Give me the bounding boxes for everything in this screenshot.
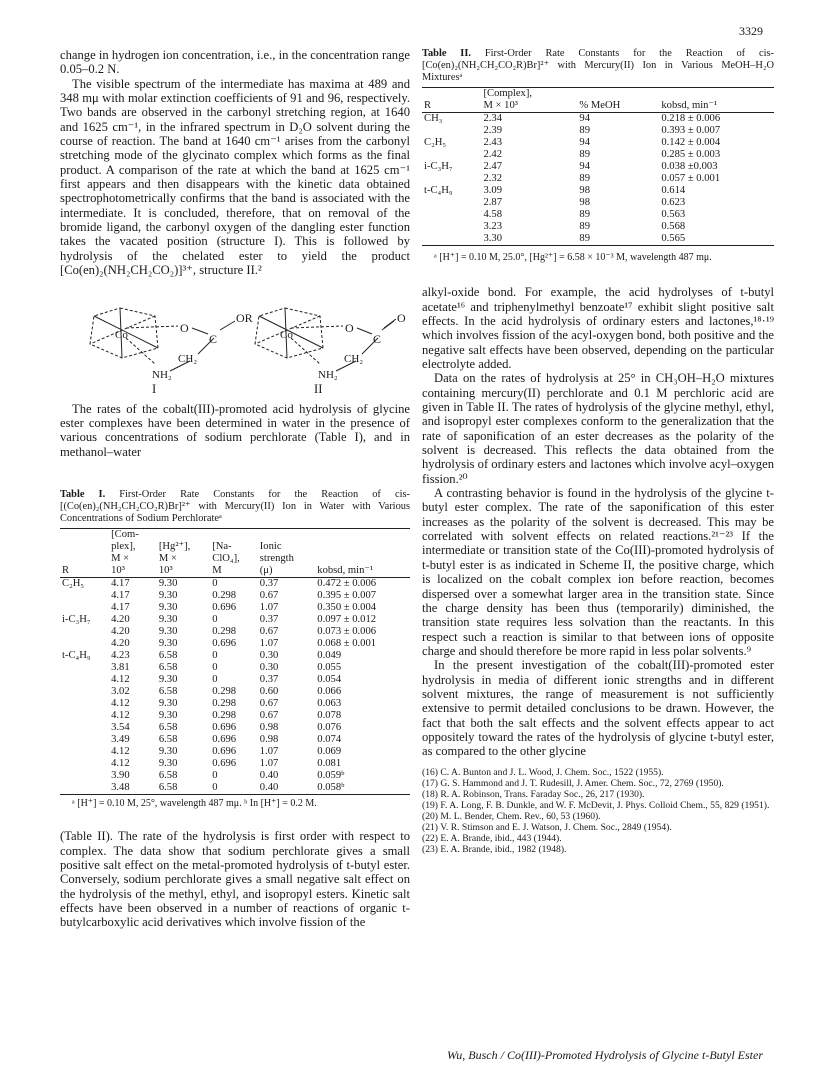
table-cell: 0.057 ± 0.001 xyxy=(661,173,721,184)
table-2-caption-label: Table II. xyxy=(422,48,471,59)
group-CH2: CH₂ xyxy=(178,352,198,365)
table-cell: 2.34 xyxy=(483,113,503,124)
table-cell: 0.67 xyxy=(259,589,279,601)
table-cell: 0.563 xyxy=(661,209,686,220)
table-cell: 2.47 xyxy=(483,161,503,172)
table-cell: 0.142 ± 0.004 xyxy=(661,137,721,148)
table-1-header-cell: [Hg²⁺], M × 10³ xyxy=(158,540,191,576)
references xyxy=(422,767,774,855)
table-row xyxy=(60,758,410,770)
structure-II-label: II xyxy=(314,381,323,396)
table-cell: 0.472 ± 0.006 xyxy=(317,577,377,589)
reference-item: (22) E. A. Brande, ibid., 443 (1944). xyxy=(422,832,562,844)
table-cell: 6.58 xyxy=(158,769,178,781)
table-1-caption-text: First-Order Rate Constants for the Reaction of cis-[(Co(en)₂(NH₂CH₂CO₂R)Br]²⁺ with Mercury(II) Ion in Water with Various Concentrations of Sodium Perchlorateᵃ xyxy=(60,488,410,524)
table-cell: 2.32 xyxy=(483,173,503,184)
table-row xyxy=(60,638,410,650)
table-cell: 0.696 xyxy=(212,757,237,769)
table-cell: 0.30 xyxy=(259,649,279,661)
table-cell: 0.696 xyxy=(212,637,237,649)
table-cell: 0.049 xyxy=(317,649,342,661)
table-cell: 2.42 xyxy=(483,149,503,160)
table-cell: 3.81 xyxy=(111,661,130,673)
table-cell: 2.39 xyxy=(483,125,503,136)
right-column xyxy=(422,48,774,855)
table-cell: 9.30 xyxy=(158,625,178,637)
table-cell xyxy=(60,674,109,686)
table-cell: 0 xyxy=(212,613,218,625)
group-OR: OR xyxy=(236,310,253,325)
page-number: 3329 xyxy=(739,24,763,38)
table-row xyxy=(422,149,774,161)
table-cell: 0 xyxy=(212,649,218,661)
reference-item: (17) G. S. Hammond and J. T. Rudesill, J. Amer. Chem. Soc., 72, 2769 (1950). xyxy=(422,777,724,789)
table-cell: 0.063 xyxy=(317,697,342,709)
table-cell xyxy=(60,638,109,650)
paragraph: Data on the rates of hydrolysis at 25° in CH₃OH–H₂O mixtures containing mercury(II) perchlorate and 0.1 M perchloric acid are given in Table II. The rates of hydrolysis of the glycine methyl, ethyl, and isopropyl ester complexes conform to the generalization that the rate of saponification of an ester decreases as the polarity of the solvent is decreased. This reflects the data obtained from the hydrolysis of ordinary esters and lactones which involve acyl–oxygen fission.²⁰ xyxy=(422,371,774,486)
table-cell xyxy=(60,626,109,638)
reference-item: (18) R. A. Robinson, Trans. Faraday Soc., 26, 217 (1930). xyxy=(422,788,645,800)
table-cell: 0.696 xyxy=(212,721,237,733)
table-row xyxy=(60,686,410,698)
table-cell: 0.40 xyxy=(259,781,279,793)
table-cell: 0.67 xyxy=(259,625,279,637)
table-cell: 3.48 xyxy=(111,781,130,793)
table-cell: 0.696 xyxy=(212,745,237,757)
table-1-caption-label: Table I. xyxy=(60,488,106,500)
table-cell: 0.696 xyxy=(212,733,237,745)
table-cell: 0.097 ± 0.012 xyxy=(317,613,377,625)
table-2-caption-text: First-Order Rate Constants for the Reaction of cis-[Co(en)₂(NH₂CH₂CO₂R)Br]²⁺ with Mercury(II) Ion in Various MeOH–H₂O Mixturesᵃ xyxy=(422,48,774,83)
table-cell: 0.066 xyxy=(317,685,342,697)
table-row xyxy=(60,674,410,686)
table-cell xyxy=(422,209,481,221)
table-2-footnote: ᵃ [H⁺] = 0.10 M, 25.0°, [Hg²⁺] = 6.58 × 10⁻³ M, wavelength 487 mμ. xyxy=(434,252,712,263)
table-cell: 9.30 xyxy=(158,757,178,769)
table-cell: 3.54 xyxy=(111,721,130,733)
table-row xyxy=(60,662,410,674)
table-cell: 3.23 xyxy=(483,221,503,232)
table-cell: 9.30 xyxy=(158,577,178,589)
table-cell: 0.98 xyxy=(259,721,279,733)
table-cell: 4.12 xyxy=(111,697,130,709)
table-cell xyxy=(60,698,109,710)
table-cell: 0.67 xyxy=(259,697,279,709)
atom-O: O xyxy=(180,320,189,335)
table-cell: 9.30 xyxy=(158,745,178,757)
table-row xyxy=(60,782,410,795)
reference-item: (19) F. A. Long, F. B. Dunkle, and W. F. McDevit, J. Phys. Colloid Chem., 55, 829 (1951). xyxy=(422,799,770,811)
table-cell: 4.17 xyxy=(111,601,130,613)
table-row xyxy=(422,125,774,137)
table-cell: 6.58 xyxy=(158,781,178,793)
table-row xyxy=(60,590,410,602)
table-cell: 0.37 xyxy=(259,613,279,625)
reference-item: (20) M. L. Bender, Chem. Rev., 60, 53 (1960). xyxy=(422,810,601,822)
table-cell: CH₃ xyxy=(424,113,443,124)
atom-Co: Co xyxy=(280,328,293,341)
paragraph: (Table II). The rate of the hydrolysis is first order with respect to complex. The data show that sodium perchlorate gives a small positive salt effect on the metal-promoted hydrolysis of t-butyl ester. Conversely, sodium perchlorate gives a small negative salt effect on the hydrolysis of the methyl, ethyl, and isopropyl esters. Kinetic salt effects have been observed in a number of reactions of organic t-butylcarboxylic acid derivatives which involve fission of the xyxy=(60,829,410,930)
table-cell: 0.565 xyxy=(661,233,686,244)
table-cell: 3.09 xyxy=(483,185,503,196)
table-cell: 0.350 ± 0.004 xyxy=(317,601,377,613)
table-cell: 3.49 xyxy=(111,733,130,745)
table-cell: 0.298 xyxy=(212,709,237,721)
table-cell: 0.069 xyxy=(317,745,342,757)
table-cell: 0.055 xyxy=(317,661,342,673)
table-cell xyxy=(60,710,109,722)
table-cell xyxy=(60,590,109,602)
table-cell: 1.07 xyxy=(259,745,279,757)
table-row xyxy=(60,710,410,722)
table-cell: 2.43 xyxy=(483,137,503,148)
table-row xyxy=(422,221,774,233)
table-cell xyxy=(422,125,481,137)
table-cell: 0 xyxy=(212,781,218,793)
table-cell: 9.30 xyxy=(158,613,178,625)
table-2 xyxy=(422,48,774,263)
table-cell: 98 xyxy=(579,197,590,208)
table-1-header-cell: [Na- ClO₄], M xyxy=(212,540,240,576)
table-row xyxy=(422,161,774,173)
table-cell: 89 xyxy=(579,221,590,232)
table-cell: 3.02 xyxy=(111,685,130,697)
table-cell: 89 xyxy=(579,173,590,184)
table-row xyxy=(422,233,774,246)
table-cell xyxy=(60,602,109,614)
atom-Co: Co xyxy=(115,328,128,341)
table-cell: 4.23 xyxy=(111,649,130,661)
table-cell: 0.37 xyxy=(259,577,279,589)
table-cell: t-C₄H₉ xyxy=(62,649,91,661)
table-cell: 4.12 xyxy=(111,709,130,721)
table-row xyxy=(422,113,774,126)
table-cell: 0.054 xyxy=(317,673,342,685)
structure-diagram xyxy=(60,286,410,396)
table-cell xyxy=(422,173,481,185)
table-row xyxy=(60,577,410,590)
table-cell: 0 xyxy=(212,577,218,589)
table-cell: i-C₃H₇ xyxy=(62,613,91,625)
paragraph: In the present investigation of the cobalt(III)-promoted ester hydrolysis in media of different ionic strengths and in different solvent mixtures, the range of measurement is not sufficiently extensive to permit detailed conclusions to be drawn. However, the fact that both the salt effects and the solvent effects appear to act oppositely toward the rates of the hydrolysis of glycine t-butyl ester, as compared to the other glycine xyxy=(422,658,774,759)
running-footer: Wu, Busch / Co(III)-Promoted Hydrolysis of Glycine t-Butyl Ester xyxy=(446,1048,763,1062)
table-row xyxy=(60,650,410,662)
group-NH2: NH₂ xyxy=(318,368,338,381)
table-cell xyxy=(60,746,109,758)
table-cell: 3.90 xyxy=(111,769,130,781)
table-cell: 0.40 xyxy=(259,769,279,781)
table-cell: 6.58 xyxy=(158,685,178,697)
table-cell: 4.20 xyxy=(111,613,130,625)
table-row xyxy=(60,698,410,710)
table-cell: 0.67 xyxy=(259,709,279,721)
table-row xyxy=(422,209,774,221)
table-cell xyxy=(422,197,481,209)
group-NH2: NH₂ xyxy=(152,368,172,381)
table-cell: 9.30 xyxy=(158,589,178,601)
table-cell: 9.30 xyxy=(158,697,178,709)
atom-O: O xyxy=(397,310,406,325)
table-cell: 4.12 xyxy=(111,745,130,757)
table-cell xyxy=(60,722,109,734)
table-cell: 4.17 xyxy=(111,589,130,601)
table-cell: 0.073 ± 0.006 xyxy=(317,625,377,637)
table-1-grid xyxy=(60,528,410,795)
table-2-header-cell: [Complex], M × 10³ xyxy=(483,88,533,111)
table-row xyxy=(60,722,410,734)
table-cell: 4.20 xyxy=(111,637,130,649)
structure-I-label: I xyxy=(152,381,157,396)
table-cell: 0.30 xyxy=(259,661,279,673)
table-cell: t-C₄H₉ xyxy=(424,185,453,196)
table-row xyxy=(60,614,410,626)
table-cell: 6.58 xyxy=(158,721,178,733)
table-cell: 0.298 xyxy=(212,685,237,697)
table-cell: 0.60 xyxy=(259,685,279,697)
table-cell: 9.30 xyxy=(158,709,178,721)
paragraph: A contrasting behavior is found in the hydrolysis of the glycine t-butyl ester complex. The rate of the saponification of this ester increases as the polarity of the solvent is decreased. This may be correlated with solvent effects on related reactions.²¹⁻²³ If the intermediate or transition state of the Co(III)-promoted hydrolysis of t-butyl ester is as indicated in Scheme II, the positive charge, which is localized on the cobalt complex ion before reaction, becomes dispersed over a somewhat larger area in the transition state. Since the charge density has been thus (temporarily) diminished, the transition state requires less solvation than the reactants. In this respect such a reaction is similar to that between ions of opposite charge and should therefore be more rapid in less polar solvents.⁹ xyxy=(422,486,774,658)
atom-C: C xyxy=(373,331,382,346)
atom-O: O xyxy=(345,320,354,335)
table-row xyxy=(60,602,410,614)
table-cell: 0 xyxy=(212,769,218,781)
table-2-header-cell: kobsd, min⁻¹ xyxy=(661,100,718,111)
table-cell: 4.17 xyxy=(111,577,130,589)
table-cell: 0.074 xyxy=(317,733,342,745)
table-cell: 98 xyxy=(579,185,590,196)
table-cell xyxy=(422,233,481,246)
table-cell xyxy=(60,734,109,746)
table-2-grid xyxy=(422,87,774,246)
chemical-structures xyxy=(60,286,410,396)
table-row xyxy=(60,770,410,782)
table-row xyxy=(422,185,774,197)
table-1-caption xyxy=(60,489,410,525)
table-cell: 89 xyxy=(579,209,590,220)
table-1 xyxy=(60,489,410,809)
table-cell: 89 xyxy=(579,233,590,244)
table-cell: 6.58 xyxy=(158,733,178,745)
table-cell: 0.058ᵇ xyxy=(317,781,345,793)
table-2-header-cell: % MeOH xyxy=(579,100,621,111)
table-cell: 0.059ᵇ xyxy=(317,769,345,781)
table-cell: 0.98 xyxy=(259,733,279,745)
table-cell: 0.614 xyxy=(661,185,686,196)
table-row xyxy=(60,626,410,638)
paragraph: The rates of the cobalt(III)-promoted acid hydrolysis of glycine ester complexes have been determined in water in the presence of various concentrations of sodium perchlorate (Table I), and in methanol–water xyxy=(60,401,410,459)
table-cell: i-C₃H₇ xyxy=(424,161,453,172)
table-row xyxy=(422,173,774,185)
table-cell: C₂H₅ xyxy=(424,137,447,148)
table-cell xyxy=(422,221,481,233)
table-cell: 94 xyxy=(579,137,590,148)
table-cell xyxy=(60,758,109,770)
table-cell: 0.393 ± 0.007 xyxy=(661,125,721,136)
table-cell: 0.298 xyxy=(212,625,237,637)
reference-item: (21) V. R. Stimson and E. J. Watson, J. Chem. Soc., 2849 (1954). xyxy=(422,821,672,833)
table-cell: 3.30 xyxy=(483,233,503,244)
table-cell: 0.076 xyxy=(317,721,342,733)
table-cell: 4.12 xyxy=(111,673,130,685)
table-cell: 0.038 ±0.003 xyxy=(661,161,718,172)
table-cell: 1.07 xyxy=(259,601,279,613)
paragraph: change in hydrogen ion concentration, i.e., in the concentration range 0.05–0.2 N. xyxy=(60,48,410,77)
table-cell: 0.218 ± 0.006 xyxy=(661,113,721,124)
table-cell: 0.081 xyxy=(317,757,342,769)
table-row xyxy=(422,197,774,209)
table-cell: 6.58 xyxy=(158,649,178,661)
table-row xyxy=(60,746,410,758)
table-row xyxy=(60,734,410,746)
table-cell xyxy=(60,662,109,674)
table-cell: C₂H₅ xyxy=(62,577,85,589)
group-CH2: CH₂ xyxy=(344,352,364,365)
reference-item: (16) C. A. Bunton and J. L. Wood, J. Chem. Soc., 1522 (1955). xyxy=(422,766,664,778)
table-cell: 9.30 xyxy=(158,673,178,685)
left-column xyxy=(60,48,410,930)
table-cell: 4.20 xyxy=(111,625,130,637)
table-cell: 0.298 xyxy=(212,589,237,601)
table-cell: 89 xyxy=(579,149,590,160)
table-1-footnote: ᵃ [H⁺] = 0.10 M, 25°, wavelength 487 mμ. ᵇ In [H⁺] = 0.2 M. xyxy=(72,797,317,809)
table-cell: 89 xyxy=(579,125,590,136)
table-cell: 9.30 xyxy=(158,637,178,649)
table-cell: 6.58 xyxy=(158,661,178,673)
table-cell: 1.07 xyxy=(259,757,279,769)
reference-item: (23) E. A. Brande, ibid., 1982 (1948). xyxy=(422,843,567,855)
paragraph: The visible spectrum of the intermediate has maxima at 489 and 348 mμ with molar extinction coefficients of 91 and 96, respectively. Two bands are observed in the carbonyl stretching region, at 1640 and 1625 cm⁻¹, in the infrared spectrum in D₂O solvent during the course of reaction. The band at 1640 cm⁻¹ arises from the carbonyl stretching mode of the glycinato complex which forms as the final product. A comparison of the rate at which the band at 1625 cm⁻¹ first appears and then disappears with the kinetic data obtained spectrophotometrically confirms that the band is associated with the intermediate. It is concluded, therefore, that on removal of the bromide ligand, the carbonyl oxygen of the dangling ester function takes the vacated position (structure I). This is followed by hydrolysis of the chelated ester to yield the product [Co(en)₂(NH₂CH₂CO₂)]³⁺, structure II.² xyxy=(60,76,410,278)
table-cell: 0.068 ± 0.001 xyxy=(317,637,377,649)
table-cell: 4.58 xyxy=(483,209,503,220)
table-cell: 0.568 xyxy=(661,221,686,232)
table-cell: 0.696 xyxy=(212,601,237,613)
table-cell: 0.298 xyxy=(212,697,237,709)
table-cell: 1.07 xyxy=(259,637,279,649)
table-cell: 9.30 xyxy=(158,601,178,613)
table-1-header-cell: Ionic strength (μ) xyxy=(259,540,294,576)
table-cell: 2.87 xyxy=(483,197,503,208)
table-cell: 0.37 xyxy=(259,673,279,685)
table-cell: 4.12 xyxy=(111,757,130,769)
table-cell: 0 xyxy=(212,673,218,685)
table-cell xyxy=(60,782,109,795)
table-1-header-cell: R xyxy=(62,564,70,576)
table-row xyxy=(422,137,774,149)
table-cell xyxy=(60,770,109,782)
table-1-header-cell: kobsd, min⁻¹ xyxy=(317,564,374,576)
table-cell: 94 xyxy=(579,113,590,124)
table-cell: 0.623 xyxy=(661,197,686,208)
table-1-header-cell: [Com- plex], M × 10³ xyxy=(111,528,139,576)
table-cell xyxy=(60,686,109,698)
table-2-header-cell: R xyxy=(424,100,432,111)
table-cell: 0.078 xyxy=(317,709,342,721)
table-cell: 94 xyxy=(579,161,590,172)
table-2-caption xyxy=(422,48,774,84)
table-cell: 0 xyxy=(212,661,218,673)
atom-C: C xyxy=(209,331,218,346)
paragraph: alkyl-oxide bond. For example, the acid hydrolyses of t-butyl acetate¹⁶ and triphenylmethyl benzoate¹⁷ exhibit slight positive salt effects. In the acid hydrolysis of ordinary esters and lactones,¹⁸·¹⁹ which involves fission of the acyl-oxygen bond, both positive and the negative salt effects have been observed, depending on the particular electrolyte added. xyxy=(422,285,774,372)
table-cell xyxy=(422,149,481,161)
table-cell: 0.285 ± 0.003 xyxy=(661,149,721,160)
table-cell: 0.395 ± 0.007 xyxy=(317,589,377,601)
